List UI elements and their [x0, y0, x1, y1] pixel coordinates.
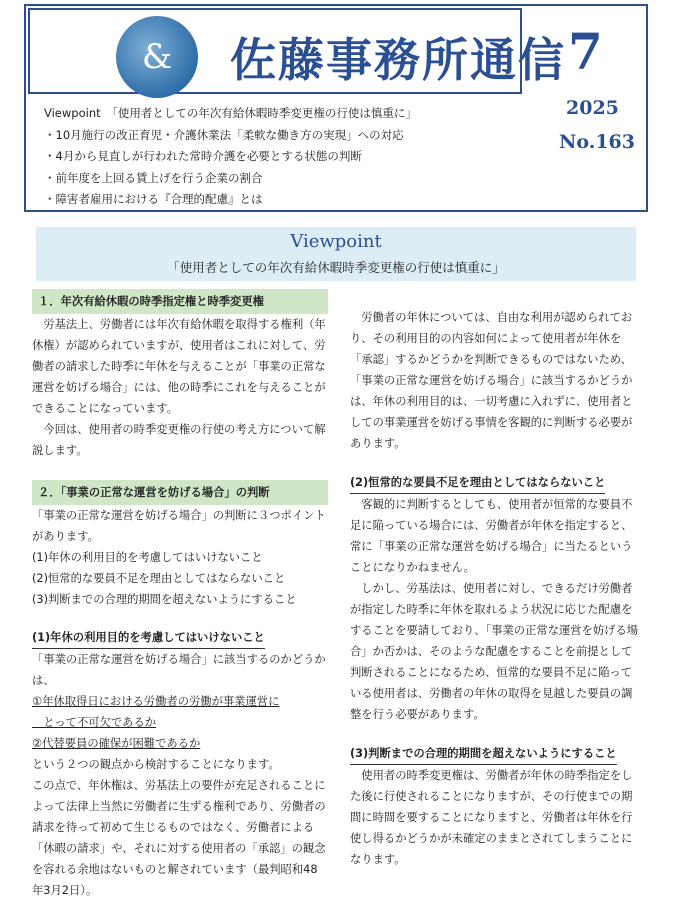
issue-year: 2025 [566, 97, 619, 119]
section-heading: ２．「事業の正常な運営を妨げる場合」の判断 [32, 480, 328, 505]
toc-item: ・前年度を上回る賃上げを行う企業の割合 [44, 170, 263, 185]
toc-item: ・4月から見直しが行われた常時介護を必要とする状態の判断 [44, 149, 362, 163]
viewpoint-subtitle: 「使用者としての年次有給休暇時季変更権の行使は慎重に」 [167, 260, 505, 275]
viewpoint-title: Viewpoint [290, 231, 382, 252]
subsection-heading: (3)判断までの合理的期間を超えないようにすること [350, 743, 617, 765]
issue-month: 7 [568, 22, 603, 81]
paragraph: この点で、年休権は、労基法上の要件が充足されることによって法律上当然に労働者に生ずる権利であり、労働者の請求を待って初めて生じるものではなく、労働者による「休暇の請求」や、それに対する使用者の「承認」の観念を容れる余地はないものと解されています（最判昭和48年3月2日）。 [32, 779, 326, 897]
paragraph: 客観的に判断するとしても、使用者が恒常的な要員不足に陥っている場合には、労働者が年休を指定すると、常に「事業の正常な運営を妨げる場合」に当たるということになりかねません。 [350, 498, 633, 574]
paragraph: 使用者の時季変更権は、労働者が年休の時季指定をした後に行使されることになりますが、その行使までの期間に時間を要することになりますと、労働者は年休を行使し得るかどうかが未確定のままとされてしまうことになります。 [350, 769, 633, 866]
toc-item: Viewpoint 「使用者としての年次有給休暇時季変更権の行使は慎重に」 [44, 106, 417, 120]
right-column [350, 307, 640, 870]
paragraph: という２つの観点から検討することになります。 [32, 758, 280, 771]
paragraph: 今回は、使用者の時季変更権の行使の考え方について解説します。 [32, 423, 326, 457]
table-of-contents [44, 103, 514, 211]
criterion-item: ②代替要員の確保が困難であるか [32, 737, 201, 750]
left-column [32, 289, 328, 901]
criterion-item: ①年休取得日における労働者の労働が事業運営に [32, 695, 280, 708]
list-item: (3)判断までの合理的期間を超えないようにすること [32, 593, 297, 606]
ampersand-logo: & [116, 16, 198, 98]
newsletter-title: 佐藤事務所通信 [230, 33, 566, 87]
paragraph: 労働者の年休については、自由な利用が認められており、その利用目的の内容如何によって使用者が年休を「承認」するかどうかを判断できるものではないため、「事業の正常な運営を妨げる場合」に該当するかどうかは、年休の利用目的は、一切考慮に入れずに、使用者としての事業運営を妨げる事情を客観的に判断する必要があります。 [350, 311, 633, 450]
paragraph: しかし、労基法は、使用者に対し、できるだけ労働者が指定した時季に年休を取れるよう状況に応じた配慮をすることを要請しており、「事業の正常な運営を妨げる場合」か否かは、そのような配慮をすることを前提として判断されることになるため、恒常的な要員不足に陥っている使用者は、労働者の年休の取得を見越した要員の調整を行う必要があります。 [350, 582, 639, 721]
paragraph: 「事業の正常な運営を妨げる場合」の判断に３つポイントがあります。 [32, 509, 326, 543]
toc-item: ・障害者雇用における『合理的配慮』とは [44, 192, 263, 206]
paragraph: 労基法上、労働者には年次有給休暇を取得する権利（年休権）が認められていますが、使用者はこれに対して、労働者の請求した時季に年休を与えることが「事業の正常な運営を妨げる場合」には、他の時季にこれを与えることができることになっています。 [32, 318, 326, 415]
issue-number: No.163 [559, 131, 635, 153]
section-heading: １．年次有給休暇の時季指定権と時季変更権 [32, 289, 328, 314]
subsection-heading: (1)年休の利用目的を考慮してはいけないこと [32, 627, 265, 649]
criterion-item: とって不可欠であるか [32, 716, 157, 729]
viewpoint-banner [36, 227, 636, 281]
title-box [28, 8, 566, 94]
list-item: (1)年休の利用目的を考慮してはいけないこと [32, 551, 263, 564]
paragraph: 「事業の正常な運営を妨げる場合」に該当するのかどうかは、 [32, 653, 326, 687]
toc-item: ・10月施行の改正育児・介護休業法「柔軟な働き方の実現」への対応 [44, 127, 404, 142]
list-item: (2)恒常的な要員不足を理由としてはならないこと [32, 572, 286, 585]
subsection-heading: (2)恒常的な要員不足を理由としてはならないこと [350, 472, 605, 494]
